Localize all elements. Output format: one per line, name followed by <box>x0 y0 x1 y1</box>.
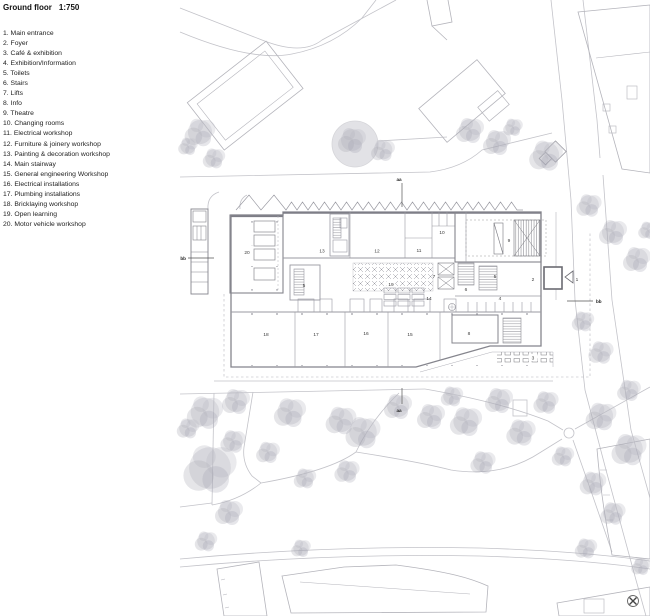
room-label-2: 2 <box>531 278 535 283</box>
room-label-3: 3 <box>531 356 535 362</box>
legend-item: 3. Café & exhibition <box>3 50 62 58</box>
legend-item: 13. Painting & decoration workshop <box>3 150 110 158</box>
room-label-16: 16 <box>363 332 369 337</box>
section-bb-left: bb <box>180 256 186 261</box>
section-aa-bottom: aa <box>396 408 402 413</box>
room-label-17: 17 <box>313 333 319 338</box>
legend-item: 5. Toilets <box>3 70 30 78</box>
room-label-8: 8 <box>467 332 471 337</box>
room-label-13: 13 <box>319 249 325 255</box>
room-label-19: 19 <box>388 283 394 288</box>
legend-item: 6. Stairs <box>3 80 28 88</box>
scale-text: 1:750 <box>58 3 80 12</box>
legend-item: 1. Main entrance <box>3 30 54 37</box>
main-entrance <box>544 267 573 289</box>
title-text: Ground floor <box>3 3 52 12</box>
room-label-7: 7 <box>432 275 436 280</box>
legend-item: 17. Plumbing installations <box>3 190 81 198</box>
legend-item: 19. Open learning <box>3 210 58 218</box>
legend-item: 14. Main stairway <box>3 160 56 168</box>
section-bb-right: bb <box>596 299 602 304</box>
sawtooth-roof <box>236 195 523 210</box>
legend-list <box>3 29 193 230</box>
entrance-arrow-icon <box>565 271 573 283</box>
west-annex <box>191 209 208 294</box>
legend-item: 20. Motor vehicle workshop <box>3 220 86 228</box>
legend-item: 16. Electrical installations <box>3 180 80 188</box>
legend-item: 9. Theatre <box>3 110 34 118</box>
section-aa-top: aa <box>396 177 402 182</box>
room-label-18: 18 <box>263 333 269 338</box>
cafe-tables <box>497 352 553 365</box>
legend-item: 8. Info <box>3 100 22 108</box>
room-label-11: 11 <box>416 249 422 254</box>
room-label-6: 6 <box>464 288 468 293</box>
room-label-4: 4 <box>498 297 502 302</box>
legend-item: 11. Electrical workshop <box>3 130 73 138</box>
page-title <box>3 3 79 12</box>
main-building <box>191 195 590 377</box>
room-label-14: 14 <box>426 297 432 302</box>
legend-item: 4. Exhibition/Information <box>3 60 76 68</box>
room-label-20: 20 <box>244 251 250 256</box>
room-label-9: 9 <box>507 239 511 244</box>
legend-item: 2. Foyer <box>3 40 28 48</box>
survey-marker-icon <box>628 596 639 607</box>
legend-item: 12. Furniture & joinery workshop <box>3 140 101 148</box>
legend-item: 7. Lifts <box>3 90 24 98</box>
legend-item: 10. Changing rooms <box>3 120 65 128</box>
room-label-10: 10 <box>439 231 445 236</box>
room-label-5b: 5 <box>493 275 497 280</box>
room-label-12: 12 <box>374 249 380 255</box>
room-label-5a: 5 <box>302 284 306 289</box>
room-label-1: 1 <box>575 278 579 283</box>
room-label-15: 15 <box>407 333 413 338</box>
legend <box>3 3 110 228</box>
legend-item: 15. General engineering Workshop <box>3 170 109 178</box>
legend-item: 18. Bricklaying workshop <box>3 200 79 208</box>
